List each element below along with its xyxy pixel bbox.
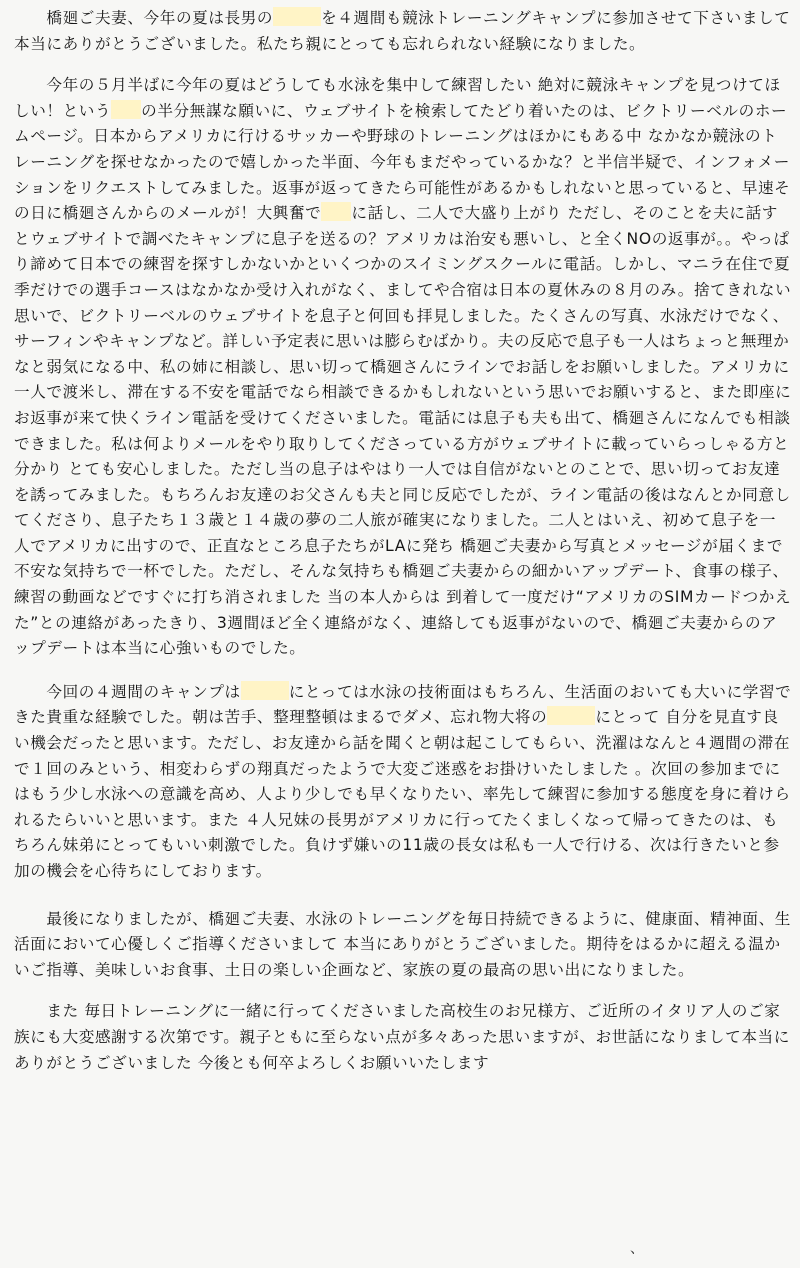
text-run: を４週間も競泳トレーニングキャンプに参加させて下さいまして 本当にありがとうございました。私たち親にとっても忘れられない経験になりました。 [14, 9, 796, 53]
paragraph-thanks-intro [14, 6, 796, 57]
text-run: 橋廻ご夫妻、今年の夏は長男の [14, 9, 274, 27]
paragraph-closing [14, 999, 792, 1076]
text-run: 今年の５月半ばに今年の夏はどうしても水泳を集中して練習したい 絶対に競泳キャンプを見つけてほしい！という [14, 76, 781, 120]
text-run: 最後になりましたが、橋廻ご夫妻、水泳のトレーニングを毎日持続できるように、健康面、精神面、生活面において心優しくご指導くださいまして 本当にありがとうございました。期待をはるかに超える温かいご指導、美味しいお食事、土日の楽しい企画など、家族の夏の最高の思い出になりました。 [14, 909, 791, 979]
redacted-name-highlight [241, 681, 289, 700]
text-run: に話し、二人で大盛り上がり ただし、そのことを夫に話すとウェブサイトで調べたキャンプに息子を送るの？アメリカは治安も悪いし、と全くNOの返事が。。やっぱり諦めて日本での練習を探すしかないかといくつかのスイミングスクールに電話。しかし、マニラ在住で夏季だけでの選手コースはなかなか受け入れがなく、ましてや合宿は日本の夏休みの８月のみ。捨てきれない思いで、ビクトリーベルのウェブサイトを息子と何回も拝見しました。たくさんの写真、水泳だけでなく、サーフィンやキャンプなど。詳しい予定表に思いは膨らむばかり。夫の反応で息子も一人はちょっと無理かなと弱気になる中、私の姉に相談し、思い切って橋廻さんにラインでお話しをお願いしました。アメリカに一人で渡米し、滞在する不安を電話でなら相談できるかもしれないという思いでお願いすると、また即座にお返事が来て快くライン電話を受けてくださいました。電話には息子も夫も出て、橋廻さんになんでも相談できました。私は何よりメールをやり取りしてくださっている方がウェブサイトに載っていらっしゃる方と分かり とても安心しました。ただし当の息子はやはり一人では自信がないとのことで、思い切ってお友達を誘ってみました。もちろんお友達のお父さんも夫と同じ反応でしたが、ライン電話の後はなんとか同意してくださり、息子たち１３歳と１４歳の夢の二人旅が確実になりました。二人とはいえ、初めて息子を一人でアメリカに出すので、正直なところ息子たちがLAに発ち 橋廻ご夫妻から写真とメッセージが届くまで不安な気持ちで一杯でした。ただし、そんな気持ちも橋廻ご夫妻からの細かいアップデート、食事の様子、練習の動画などですぐに打ち消されました 当の本人からは 到着して一度だけ“アメリカのSIMカードつかえた”との連絡があったきり、3週間ほど全く連絡がなく、連絡しても返事がないので、橋廻ご夫妻からのアップデートは本当に心強いものでした。 [14, 204, 792, 658]
paragraph-camp-experience [14, 680, 792, 885]
paragraph-finding-camp [14, 73, 792, 662]
paragraph-gratitude [14, 907, 792, 984]
redacted-name-highlight [321, 202, 351, 221]
text-run: の半分無謀な願いに、ウェブサイトを検索してたどり着いたのは、ビクトリーベルのホームページ。日本からアメリカに行けるサッカーや野球のトレーニングはほかにもある中 なかなか競泳のトレーニングを探せなかったので嬉しかった半面、今年もまだやっているかな？と半信半疑で、インフォメーションをリクエストしてみました。返事が返ってきたら可能性があるかもしれないと思っていると、早速その日に橋廻さんからのメールが！大興奮で [14, 101, 791, 223]
text-run: にとって 自分を見直す良い機会だったと思います。ただし、お友達から話を聞くと朝は起こしてもらい、洗濯はなんと４週間の滞在で１回のみという、相変わらずの翔真だったようで大変ご迷惑をお掛けいたしました 。次回の参加までにはもう少し水泳への意識を高め、人より少しでも早くなりたい、率先して練習に参加する態度を身に着けられるたらいいと思います。また ４人兄妹の長男がアメリカに行ってたくましくなって帰ってきたのは、もちろん妹弟にとってもいい刺激でした。負けず嫌いの11歳の長女は私も一人で行ける、次は行きたいと参加の機会を心待ちにしております。 [14, 708, 791, 880]
redacted-name-highlight [273, 7, 321, 26]
text-run: 今回の４週間のキャンプは [14, 682, 241, 701]
stray-scan-mark: 、 [630, 1241, 644, 1257]
redacted-name-highlight [547, 706, 595, 725]
redacted-name-highlight [111, 100, 141, 119]
text-run: にとっては水泳の技術面はもちろん、生活面のおいても大いに学習できた貴重な経験でした。朝は苦手、整理整頓はまるでダメ、忘れ物大将の [14, 682, 792, 727]
text-run: また 毎日トレーニングに一緒に行ってくださいました高校生のお兄様方、ご近所のイタリア人のご家族にも大変感謝する次第です。親子ともに至らない点が多々あった思いますが、お世話になりまして本当にありがとうございました 今後とも何卒よろしくお願いいたします [14, 1002, 790, 1072]
